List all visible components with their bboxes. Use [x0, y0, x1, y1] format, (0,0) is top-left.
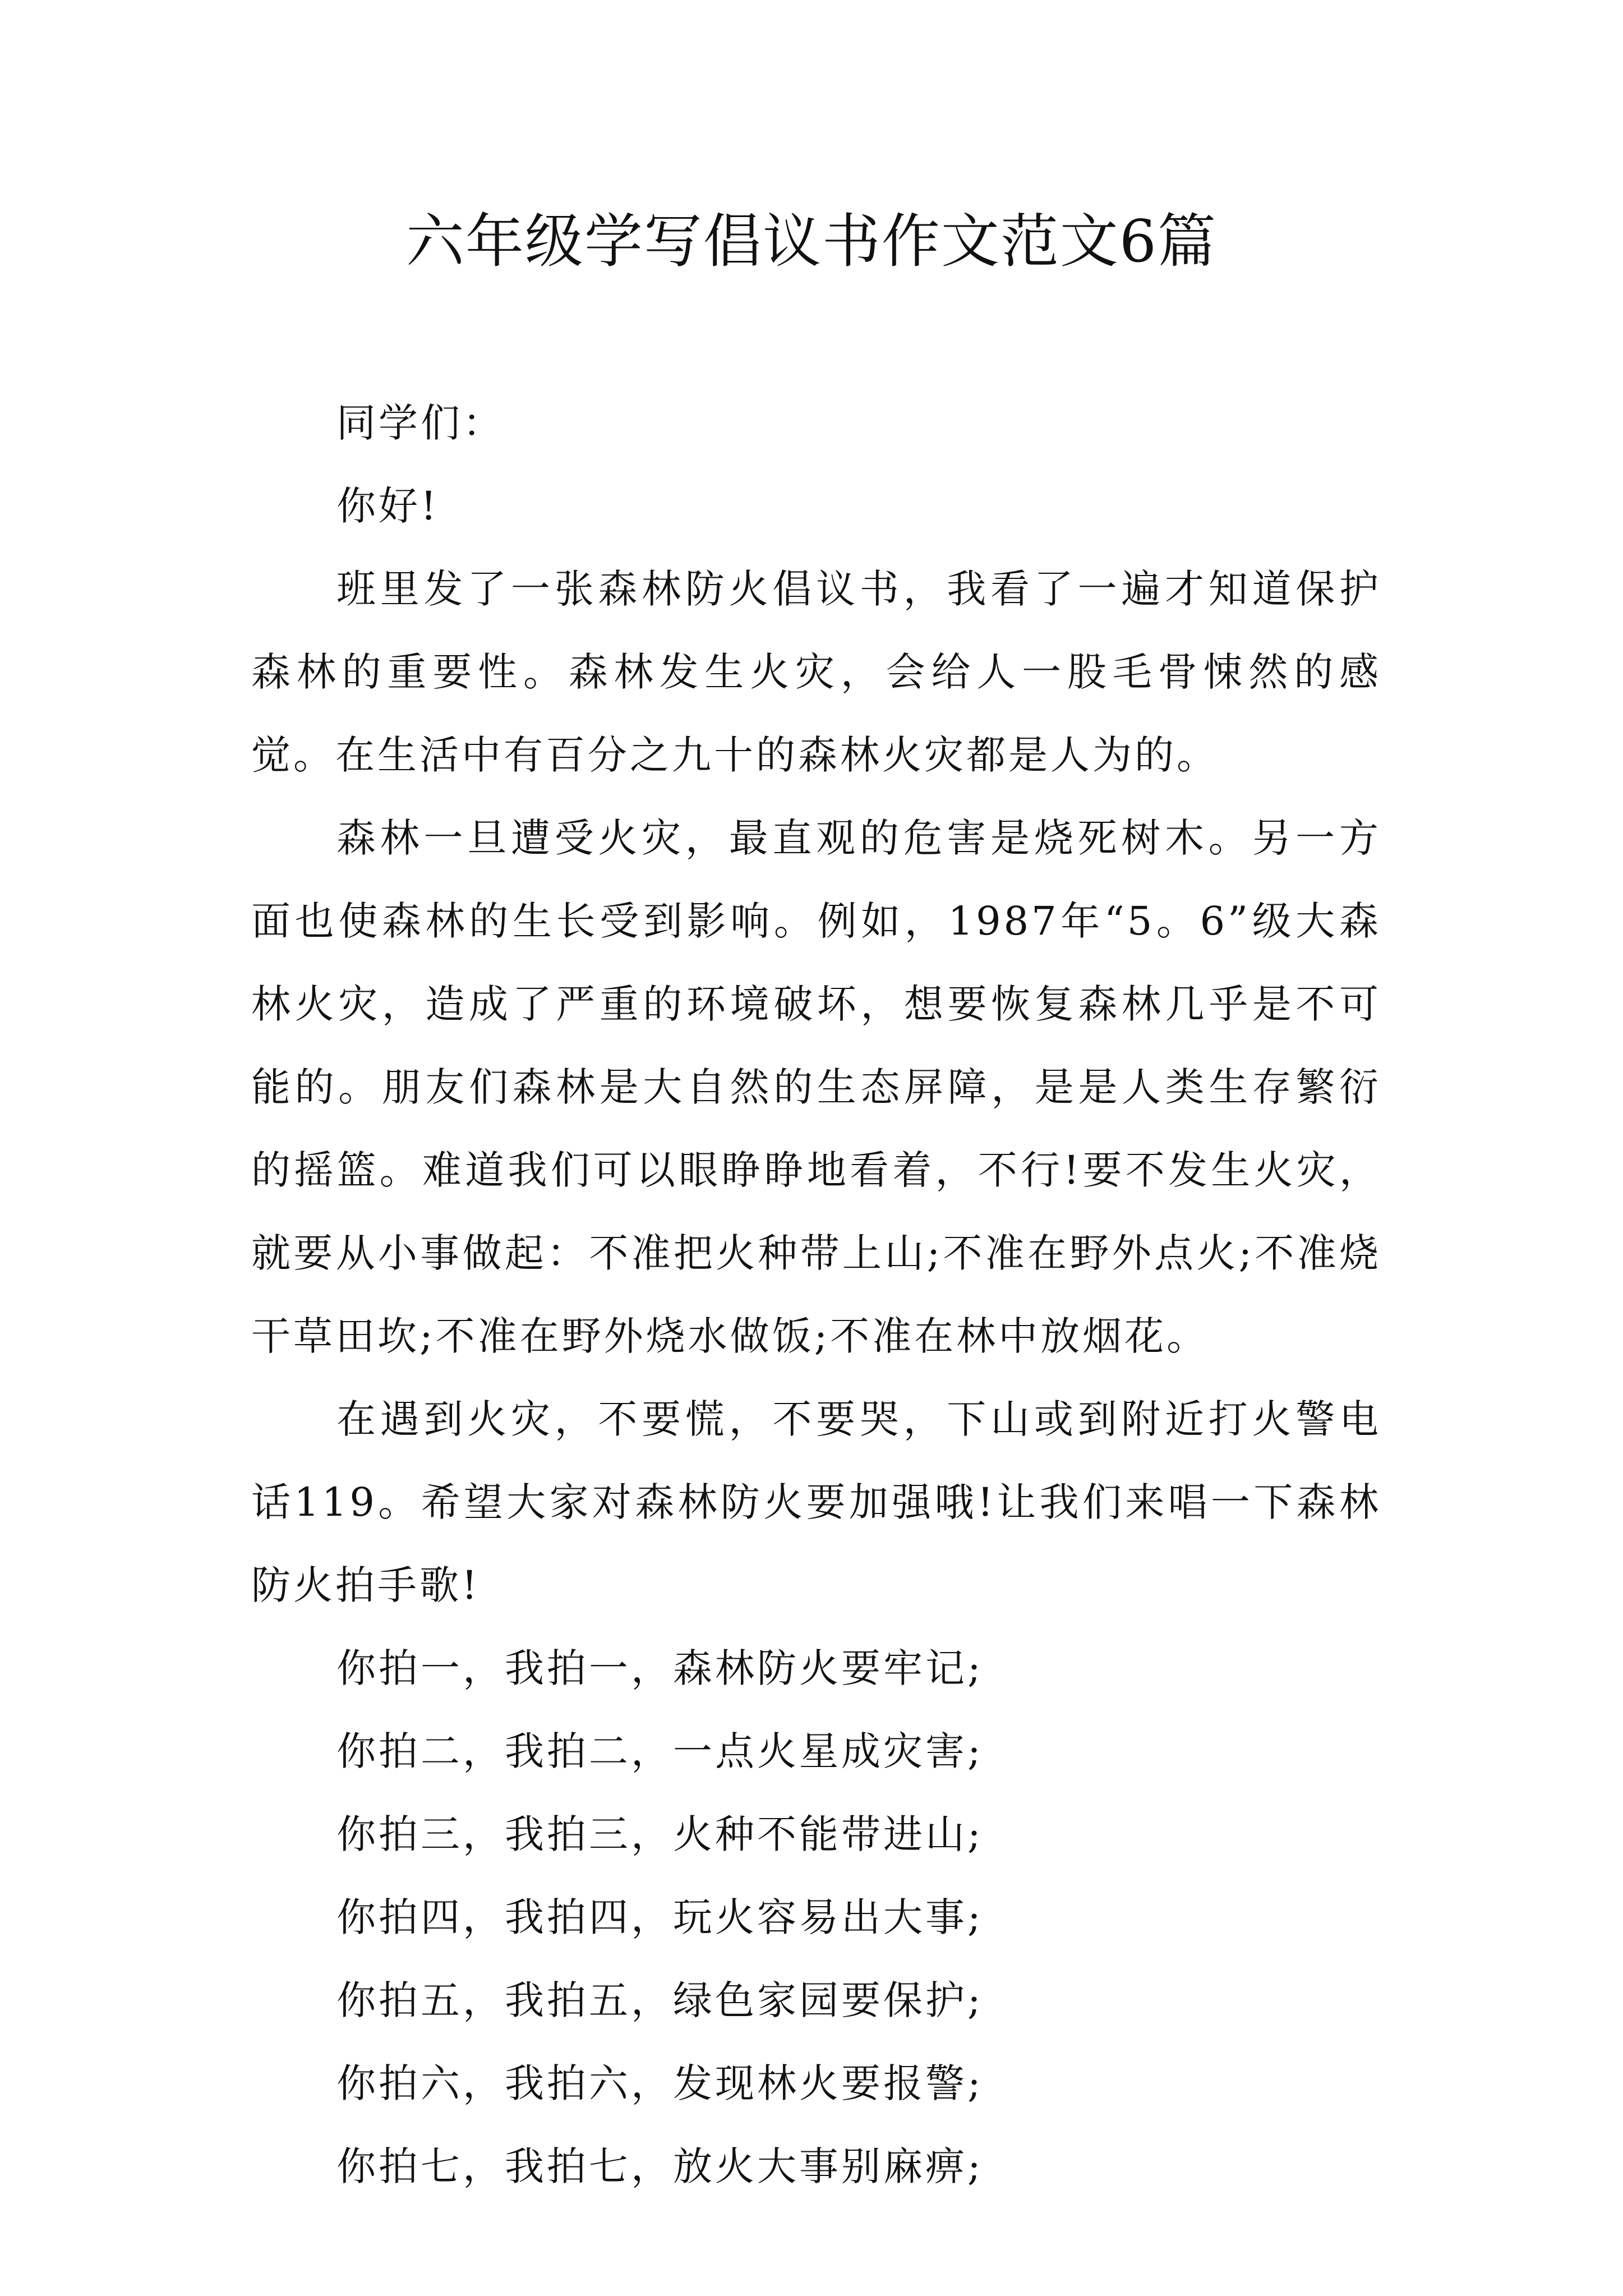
paragraph: 在遇到火灾，不要慌，不要哭，下山或到附近打火警电话119。希望大家对森林防火要加强哦!让我们来唱一下森林防火拍手歌!: [251, 1396, 1381, 1608]
song-line: 你拍三，我拍三，火种不能带进山;: [336, 1811, 984, 1857]
song-line: 你拍二，我拍二，一点火星成灾害;: [336, 1728, 984, 1774]
salutation: 同学们：: [336, 400, 505, 446]
greeting: 你好!: [336, 483, 440, 529]
paragraph: 森林一旦遭受火灾，最直观的危害是烧死树木。另一方面也使森林的生长受到影响。例如，1987年“5。6”级大森林火灾，造成了严重的环境破坏，想要恢复森林几乎是不可能的。朋友们森林是大自然的生态屏障，是是人类生存繁衍的摇篮。难道我们可以眼睁睁地看着，不行!要不发生火灾，就要从小事做起：不准把火种带上山;不准在野外点火;不准烧干草田坎;不准在野外烧水做饭;不准在林中放烟花。: [251, 815, 1381, 1359]
paragraph: 班里发了一张森林防火倡议书，我看了一遍才知道保护森林的重要性。森林发生火灾，会给人一股毛骨悚然的感觉。在生活中有百分之九十的森林火灾都是人为的。: [251, 566, 1381, 778]
document-body: [251, 381, 1381, 2208]
song-line: 你拍五，我拍五，绿色家园要保护;: [336, 1977, 984, 2023]
song-line: 你拍七，我拍七，放火大事别麻痹;: [336, 2143, 984, 2189]
song-line: 你拍一，我拍一，森林防火要牢记;: [336, 1645, 984, 1691]
song-line: 你拍六，我拍六，发现林火要报警;: [336, 2060, 984, 2106]
document-title: 六年级学写倡议书作文范文6篇: [405, 207, 1218, 275]
song-line: 你拍四，我拍四，玩火容易出大事;: [336, 1894, 984, 1940]
